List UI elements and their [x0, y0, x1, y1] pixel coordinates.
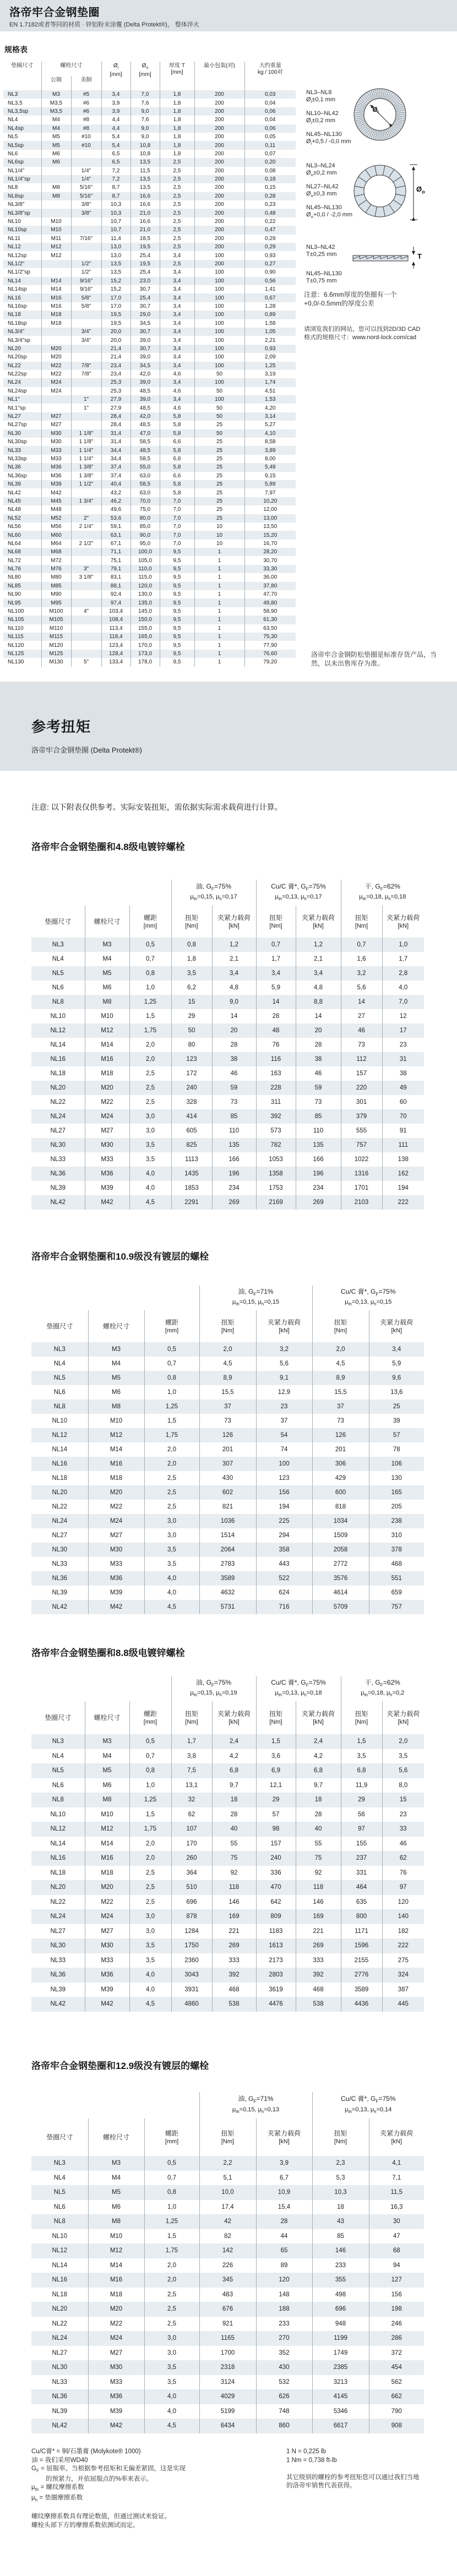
footnote-line: 螺栓头部下方的摩擦系数依测试而定。 — [31, 2521, 139, 2529]
torque-row: NL16 M16 2,0 123 38 116 38 112 31 — [31, 1052, 424, 1066]
torque-row: NL33 M33 3,5 2783 443 2772 468 — [31, 1557, 424, 1571]
condition-header: Cu/C 膏*, $G_F=75\%$ $\mu_{th}=0,13$, $\mu_h=0,17$ — [256, 880, 341, 906]
torque-row: NL42 M42 4,5 2291 269 2169 269 2103 222 — [31, 1195, 424, 1210]
col-imperial: 美制 — [71, 76, 101, 90]
spec-row: NL24 M24 25,3 39,0 3,4 100 1,74 — [3, 378, 296, 386]
torque-row: NL4 M4 0,7 3,8 4,2 3,6 4,2 3,5 3,5 — [31, 1749, 424, 1764]
spec-row: NL1/4" 1/4" 7,2 11,5 2,5 200 0,08 — [3, 167, 296, 175]
condition-header: 干, $G_F=62\%$ $\mu_{th}=0,18$, $\mu_h=0,18$ — [341, 880, 424, 906]
torque-row: NL10 M10 1,5 29 14 28 14 27 12 — [31, 1009, 424, 1023]
page-subtitle: EN 1.7182或者等同的材质 · 锌铝粉末涂覆 (Delta Protekt®)， 整体淬火 — [9, 21, 199, 28]
spec-row: NL120 M120 123,4 170,0 9,5 1 77,90 — [3, 641, 296, 649]
torque-row: NL3 M3 0,5 2,2 3,9 2,3 4,1 — [31, 2156, 424, 2171]
spec-row: NL100 M100 4" 103,4 145,0 9,5 1 58,90 — [3, 607, 296, 616]
spec-row: NL1/4"sp 1/4" 7,2 13,5 2,5 200 0,18 — [3, 175, 296, 183]
torque-row: NL20 M20 2,5 602 156 600 165 — [31, 1485, 424, 1500]
torque-row: NL20 M20 2,5 240 59 228 59 220 49 — [31, 1081, 424, 1095]
torque-row: NL39 M39 4,0 4632 624 4614 659 — [31, 1586, 424, 1600]
spec-row: NL4 M4 #8 4,4 7,6 1,8 200 0,04 — [3, 116, 296, 124]
spec-row: NL80 M80 3 1/8" 83,1 115,0 9,5 1 36,00 — [3, 573, 296, 581]
torque-row: NL6 M6 1,0 17,4 15,4 18 16,3 — [31, 2200, 424, 2215]
spec-row: NL1/2" 1/2" 13,5 19,5 2,5 200 0,27 — [3, 260, 296, 268]
spec-row: NL3,5sp M3,5 #6 3,9 9,0 1,8 200 0,06 — [3, 107, 296, 116]
spec-row: NL16sp M16 5/8" 17,0 30,7 3,4 100 1,28 — [3, 302, 296, 311]
spec-row: NL14sp M14 9/16" 15,2 30,7 3,4 100 1,41 — [3, 285, 296, 293]
col-thickness: 厚度 T [mm] — [160, 62, 194, 90]
torque-row: NL30 M30 3,5 1750 269 1613 269 1596 222 — [31, 1938, 424, 1953]
torque-row: NL20 M20 2,5 676 188 696 198 — [31, 2302, 424, 2317]
footnotes-left — [31, 2448, 263, 2530]
washer-top-view-serrated — [352, 87, 407, 142]
spec-row: NL64 M64 2 1/2" 67,1 95,0 7,0 10 16,70 — [3, 540, 296, 548]
torque-row: NL24 M24 3,0 414 85 392 85 379 70 — [31, 1109, 424, 1124]
spec-row: NL36 M36 1 3/8" 37,4 55,0 5,8 25 5,49 — [3, 463, 296, 471]
condition-header: 油, $G_F=71\%$ $\mu_{th}=0,15$, $\mu_h=0,13$ — [199, 2092, 312, 2118]
outer-diameter-tolerances — [306, 162, 352, 226]
torque-row: NL24 M24 3,0 1165 270 1199 286 — [31, 2331, 424, 2346]
spec-row: NL18 M18 19,5 29,0 3,4 100 0,89 — [3, 311, 296, 319]
col-metric: 公制 — [41, 76, 71, 90]
footnote-line: 1 Nm = 0,738 ft-lb — [286, 2457, 337, 2464]
torque-row: NL24 M24 3,0 1036 225 1034 238 — [31, 1514, 424, 1528]
spec-row: NL27 M27 28,4 42,0 5,8 50 3,14 — [3, 412, 296, 421]
spec-row: NL22sp M22 7/8" 23,4 42,0 4,6 50 3,19 — [3, 370, 296, 378]
torque-row: NL3 M3 0,5 1,7 2,4 1,5 2,4 1,5 2,0 — [31, 1734, 424, 1749]
torque-row: NL18 M18 2,5 172 46 163 46 157 38 — [31, 1066, 424, 1081]
torque-row: NL22 M22 2,5 821 194 818 205 — [31, 1500, 424, 1514]
torque-row: NL33 M33 3,5 1113 166 1053 166 1022 138 — [31, 1152, 424, 1167]
spec-row: NL115 M115 118,4 165,0 9,5 1 75,30 — [3, 633, 296, 641]
col-weight: 大约重量 kg / 100对 — [244, 62, 296, 90]
footnote-line: Cu/C膏* = 铜/石墨膏 (Molykote® 1000) — [31, 2448, 141, 2455]
torque-row: NL14 M14 2,0 170 55 157 55 155 46 — [31, 1837, 424, 1851]
torque-table-1-title: 洛帝牢合金钢垫圈和4.8级电镀锌螺栓 — [31, 842, 185, 852]
inner-diameter-label: $Ø_i$ — [372, 106, 379, 115]
torque-row: NL12 M12 1,75 142 65 146 68 — [31, 2243, 424, 2258]
spec-row: NL68 M68 71,1 100,0 9,5 1 28,20 — [3, 548, 296, 556]
footnotes-right — [286, 2448, 446, 2491]
torque-section-subtitle: 洛帝牢合金钢垫圈 (Delta Protekt®) — [31, 746, 142, 754]
footnote-line: 的洛帝牢销售代表获得。 — [286, 2482, 356, 2489]
col-bolt-size: 螺栓尺寸 — [41, 62, 101, 76]
washer-top-view-cams — [352, 164, 407, 219]
torque-row: NL24 M24 3,0 878 169 809 169 800 140 — [31, 1909, 424, 1924]
page-title: 洛帝牢合金钢垫圈 — [9, 7, 100, 19]
torque-row: NL16 M16 2,0 260 75 240 75 237 62 — [31, 1851, 424, 1866]
torque-row: NL39 M39 4,0 3931 468 3619 468 3589 387 — [31, 1983, 424, 1997]
col-outer-diameter: $Ø_o$ [mm] — [130, 62, 160, 90]
torque-row: NL6 M6 1,0 6,2 4,8 5,9 4,8 5,6 4,0 — [31, 981, 424, 995]
torque-row: NL36 M36 4,0 3043 392 2803 392 2776 324 — [31, 1968, 424, 1983]
torque-row: NL4 M4 0,7 5,1 6,7 5,3 7,1 — [31, 2171, 424, 2186]
spec-row: NL90 M90 92,4 130,0 9,5 1 47,70 — [3, 590, 296, 598]
spec-row: NL130 M130 5" 133,4 178,0 9,5 1 79,20 — [3, 658, 296, 666]
torque-row: NL36 M36 4,0 4029 626 4145 662 — [31, 2389, 424, 2404]
spec-row: NL125 M125 128,4 173,0 9,5 1 76,60 — [3, 650, 296, 658]
thickness-tolerances — [306, 244, 342, 297]
spec-table — [3, 62, 296, 667]
spec-row: NL24sp M24 25,3 48,5 4,6 50 4,51 — [3, 387, 296, 395]
spec-row: NL3/4"sp 3/4" 20,0 39,0 3,4 100 2,21 — [3, 336, 296, 344]
torque-table-2: 油, $G_F=71\%$ $\mu_{th}=0,15$, $\mu_h=0,15$ Cu/C 膏*, $G_F=75\%$ $\mu_{th}=0,13$, $\mu_h=0,15$ 垫圈尺寸 螺栓尺寸 螺距 [mm] 扭矩 [Nm] 夹紧力载荷 [kN] 扭矩 [Nm] 夹紧力载荷 [kN] NL3 M3 0,5 2,0 3,2 2,0 3,4 NL4 M4 0,7 4,5 5,6 4,5 5,9 NL5 M5 0,8 8,9 9,1 8,9 9,6 NL6 M6 1,0 15,5 12,9 15,5 13,6 NL8 M8 1,25 37 23 37 25 NL10 M10 1,5 73 37 73 39 NL12 M12 1,75 126 54 126 57 NL14 M14 2,0 201 74 201 78 NL16 M16 2,0 307 100 306 106 NL18 M18 2,5 430 123 429 130 NL20 M20 2,5 602 156 600 165 NL22 M22 2,5 821 194 818 205 NL24 M24 3,0 1036 225 1034 238 NL27 M27 3,0 1514 294 1509 310 NL30 M30 3,5 2064 358 2058 378 NL33 M33 3,5 2783 443 2772 468 NL36 M36 4,0 3589 522 3576 551 NL39 M39 4,0 4632 624 4614 659 NL42 M42 4,5 5731 716 5709 757 — [31, 1286, 424, 1614]
spec-row: NL14 M14 9/16" 15,2 23,0 3,4 100 0,56 — [3, 277, 296, 285]
torque-row: NL8 M8 1,25 42 28 43 30 — [31, 2214, 424, 2229]
inner-diameter-tolerances — [306, 89, 351, 153]
torque-row: NL18 M18 2,5 364 92 336 92 331 76 — [31, 1866, 424, 1881]
footnote-line: 其它级别的螺栓的参考扭矩您可以通过我们当地 — [286, 2474, 420, 2481]
torque-row: NL42 M42 4,5 4860 538 4476 538 4436 445 — [31, 1997, 424, 2012]
condition-header: 油, $G_F=71\%$ $\mu_{th}=0,15$, $\mu_h=0,15$ — [199, 1286, 312, 1310]
torque-row: NL12 M12 1,75 126 54 126 57 — [31, 1428, 424, 1442]
torque-row: NL27 M27 3,0 605 110 573 110 555 91 — [31, 1124, 424, 1138]
footnote-line — [286, 2465, 446, 2474]
thickness-note: 注意：6.6mm厚度的垫圈有一个 +0,0/-0.5mm的厚度公差 — [304, 291, 397, 307]
spec-row: NL1/2"sp 1/2" 13,5 25,4 3,4 100 0,90 — [3, 268, 296, 276]
outer-diameter-label: $Ø_o$ — [416, 185, 425, 195]
torque-row: NL18 M18 2,5 430 123 429 130 — [31, 1471, 424, 1485]
condition-header: Cu/C 膏*, $G_F=75\%$ $\mu_{th}=0,13$, $\mu_h=0,18$ — [256, 1676, 341, 1701]
spec-row: NL27sp M27 28,4 48,5 5,8 25 5,27 — [3, 421, 296, 429]
spec-row: NL45 M45 1 3/4" 46,2 70,0 7,0 25 10,20 — [3, 497, 296, 505]
spec-row: NL20 M20 21,4 30,7 3,4 100 0,93 — [3, 345, 296, 353]
torque-row: NL8 M8 1,25 15 9,0 14 8,8 14 7,0 — [31, 995, 424, 1009]
footnote-line: $\mu_h$ = 垫圈摩擦系数 — [31, 2495, 83, 2503]
torque-row: NL20 M20 2,5 510 118 470 118 464 97 — [31, 1880, 424, 1895]
spec-row: NL72 M72 75,1 105,0 9,5 1 30,70 — [3, 556, 296, 564]
condition-header: 油, $G_F=75\%$ $\mu_{th}=0,15$, $\mu_h=0,19$ — [171, 1676, 256, 1701]
condition-header: 油, $G_F=75\%$ $\mu_{th}=0,15$, $\mu_h=0,17$ — [171, 880, 256, 906]
tolerance-item: NL3–NL8 $Ø_i\pm 0,1$ mm — [306, 89, 335, 105]
condition-header: Cu/C 膏*, $G_F=75\%$ $\mu_{th}=0,13$, $\mu_h=0,14$ — [312, 2092, 424, 2118]
torque-row: NL12 M12 1,75 107 40 98 40 97 33 — [31, 1822, 424, 1837]
torque-table-3-title: 洛帝牢合金钢垫圈和8.8级电镀锌螺栓 — [31, 1648, 185, 1658]
torque-row: NL36 M36 4,0 1435 196 1358 196 1316 162 — [31, 1167, 424, 1181]
torque-row: NL33 M33 3,5 2360 333 2173 333 2155 275 — [31, 1953, 424, 1968]
footnote-line: 油 = 我们采用WD40 — [31, 2457, 88, 2464]
spec-row: NL48 M48 49,6 75,0 7,0 25 12,00 — [3, 505, 296, 514]
footnote-line — [31, 2504, 263, 2513]
spec-row: NL36sp M36 1 3/8" 37,4 63,0 6,6 25 9,15 — [3, 472, 296, 480]
torque-row: NL14 M14 2,0 80 28 76 28 73 23 — [31, 1038, 424, 1052]
thickness-label: T — [417, 252, 422, 260]
torque-row: NL18 M18 2,5 483 148 498 156 — [31, 2288, 424, 2302]
torque-row: NL10 M10 1,5 82 44 85 47 — [31, 2229, 424, 2244]
torque-row: NL22 M22 2,5 328 73 311 73 301 60 — [31, 1095, 424, 1109]
spec-row: NL95 M95 97,4 135,0 9,5 1 49,80 — [3, 598, 296, 607]
tolerance-item: NL45–NL130 $Ø_i+0,5 / -0,0$ mm — [306, 131, 351, 146]
spec-row: NL52 M52 2" 53,6 80,0 7,0 25 13,00 — [3, 514, 296, 522]
spec-row: NL4sp M4 #8 4,4 9,0 1,8 200 0,06 — [3, 124, 296, 133]
spec-row: NL12sp M12 13,0 25,4 3,4 100 0,93 — [3, 251, 296, 259]
footnote-line: 的预紧力，并依屈服点的%率来表示。 — [46, 2475, 153, 2482]
tolerance-item: NL3–NL42 T±0,25 mm — [306, 244, 337, 258]
torque-row: NL3 M3 0,5 2,0 3,2 2,0 3,4 — [31, 1342, 424, 1357]
spec-row: NL110 M110 113,4 155,0 9,5 1 63,50 — [3, 624, 296, 633]
spec-row: NL5sp M5 #10 5,4 10,8 1,8 200 0,11 — [3, 141, 296, 149]
torque-note: 注意: 以下附表仅供参考。实际安装扭矩，需依据实际需求载荷进行计算。 — [31, 803, 282, 812]
cad-note: 请浏览我们的网站，您可以找到2D/3D CAD 格式的规格尺寸：www.nord-lock.com/cad — [304, 326, 421, 341]
torque-row: NL10 M10 1,5 73 37 73 39 — [31, 1414, 424, 1428]
spec-row: NL3/8" 3/8" 10,3 16,6 2,5 200 0,23 — [3, 200, 296, 209]
spec-row: NL10 M10 10,7 16,6 2,5 200 0,22 — [3, 217, 296, 226]
spec-row: NL10sp M10 10,7 21,0 2,5 200 0,47 — [3, 226, 296, 234]
spec-row: NL85 M85 88,1 120,0 9,5 1 37,80 — [3, 582, 296, 590]
spec-row: NL33sp M33 1 1/4" 34,4 58,5 6,6 25 8,00 — [3, 455, 296, 463]
tolerance-item: NL45–NL130 $Ø_o+0,0 / -2,0$ mm — [306, 204, 353, 220]
condition-header: Cu/C 膏*, $G_F=75\%$ $\mu_{th}=0,13$, $\mu_h=0,15$ — [312, 1286, 424, 1310]
tolerance-item: NL27–NL42 $Ø_o\pm 0,3$ mm — [306, 183, 339, 199]
torque-row: NL27 M27 3,0 1700 352 1749 372 — [31, 2346, 424, 2361]
torque-table-3: 油, $G_F=75\%$ $\mu_{th}=0,15$, $\mu_h=0,19$ Cu/C 膏*, $G_F=75\%$ $\mu_{th}=0,13$, $\mu_h=0,18$ 干, $G_F=62\%$ $\mu_{th}=0,18$, $\mu_h=0,2$ 垫圈尺寸 螺栓尺寸 螺距 [mm] 扭矩 [Nm] 夹紧力载荷 [kN] 扭矩 [Nm] 夹紧力载荷 [kN] 扭矩 [Nm] 夹紧力载荷 [kN] NL3 M3 0,5 1,7 2,4 1,5 2,4 1,5 2,0 NL4 M4 0,7 3,8 4,2 3,6 4,2 3,5 3,5 NL5 M5 0,8 7,5 6,8 6,9 6,8 6,8 5,6 NL6 M6 1,0 13,1 9,7 12,1 9,7 11,9 8,0 NL8 M8 1,25 32 18 29 18 29 15 NL10 M10 1,5 62 28 57 28 56 23 NL12 M12 1,75 107 40 98 40 97 33 NL14 M14 2,0 170 55 157 55 155 46 NL16 M16 2,0 260 75 240 75 237 62 NL18 M18 2,5 364 92 336 92 331 76 NL20 M20 2,5 510 118 470 118 464 97 NL22 M22 2,5 696 146 642 146 635 120 NL24 M24 3,0 878 169 809 169 800 140 NL27 M27 3,0 1284 221 1183 221 1171 182 NL30 M30 3,5 1750 269 1613 269 1596 222 NL33 M33 3,5 2360 333 2173 333 2155 275 NL36 M36 4,0 3043 392 2803 392 2776 324 NL39 M39 4,0 3931 468 3619 468 3589 387 NL42 M42 4,5 4860 538 4476 538 4436 445 — [31, 1676, 424, 2012]
torque-row: NL39 M39 4,0 5199 748 5346 790 — [31, 2404, 424, 2419]
torque-row: NL4 M4 0,7 4,5 5,6 4,5 5,9 — [31, 1357, 424, 1371]
torque-row: NL14 M14 2,0 201 74 201 78 — [31, 1442, 424, 1457]
torque-row: NL8 M8 1,25 32 18 29 18 29 15 — [31, 1793, 424, 1807]
torque-row: NL10 M10 1,5 62 28 57 28 56 23 — [31, 1807, 424, 1822]
torque-row: NL5 M5 0,8 10,0 10,9 10,3 11,5 — [31, 2185, 424, 2200]
torque-row: NL30 M30 3,5 2318 430 2385 454 — [31, 2360, 424, 2375]
spec-row: NL3 M3 #5 3,4 7,0 1,8 200 0,03 — [3, 90, 296, 99]
torque-row: NL30 M30 3,5 825 135 782 135 757 111 — [31, 1138, 424, 1152]
spec-row: NL1" 1" 27,9 39,0 3,4 100 1,53 — [3, 395, 296, 404]
torque-table-4: 油, $G_F=71\%$ $\mu_{th}=0,15$, $\mu_h=0,13$ Cu/C 膏*, $G_F=75\%$ $\mu_{th}=0,13$, $\mu_h=0,14$ 垫圈尺寸 螺栓尺寸 螺距 [mm] 扭矩 [Nm] 夹紧力载荷 [kN] 扭矩 [Nm] 夹紧力载荷 [kN] NL3 M3 0,5 2,2 3,9 2,3 4,1 NL4 M4 0,7 5,1 6,7 5,3 7,1 NL5 M5 0,8 10,0 10,9 10,3 11,5 NL6 M6 1,0 17,4 15,4 18 16,3 NL8 M8 1,25 42 28 43 30 NL10 M10 1,5 82 44 85 47 NL12 M12 1,75 142 65 146 68 NL14 M14 2,0 226 89 233 94 NL16 M16 2,0 345 120 355 127 NL18 M18 2,5 483 148 498 156 NL20 M20 2,5 676 188 696 198 NL22 M22 2,5 921 233 948 246 NL24 M24 3,0 1165 270 1199 286 NL27 M27 3,0 1700 352 1749 372 NL30 M30 3,5 2318 430 2385 454 NL33 M33 3,5 3124 532 3213 562 NL36 M36 4,0 4029 626 4145 662 NL39 M39 4,0 5199 748 5346 790 NL42 M42 4,5 6434 860 6617 908 — [31, 2092, 424, 2433]
spec-row: NL20sp M20 21,4 39,0 3,4 100 2,09 — [3, 353, 296, 361]
spec-row: NL12 M12 13,0 19,5 2,5 200 0,29 — [3, 243, 296, 251]
washer-side-profile — [352, 251, 410, 265]
spec-row: NL60 M60 63,1 90,0 7,0 10 15,20 — [3, 531, 296, 539]
condition-header: 干, $G_F=62\%$ $\mu_{th}=0,18$, $\mu_h=0,2$ — [341, 1676, 424, 1701]
torque-row: NL3 M3 0,5 0,8 1,2 0,7 1,2 0,7 1,0 — [31, 938, 424, 952]
tolerance-item: NL3–NL24 $Ø_o\pm 0,2$ mm — [306, 162, 337, 178]
spec-row: NL8sp M8 5/16" 8,7 16,6 2,5 200 0,28 — [3, 192, 296, 200]
spec-row: NL33 M33 1 1/4" 34,4 48,5 5,8 25 3,89 — [3, 446, 296, 454]
torque-row: NL6 M6 1,0 13,1 9,7 12,1 9,7 11,9 8,0 — [31, 1778, 424, 1793]
torque-row: NL39 M39 4,0 1853 234 1753 234 1701 194 — [31, 1181, 424, 1195]
torque-table-2-title: 洛帝牢合金钢垫圈和10.9级没有镀层的螺栓 — [31, 1251, 209, 1262]
spec-row: NL30 M30 1 1/8" 31,4 47,0 5,8 50 4,10 — [3, 429, 296, 438]
spec-row: NL6sp M6 6,5 13,5 2,5 200 0,20 — [3, 158, 296, 166]
spec-row: NL105 M105 108,4 150,0 9,5 1 61,30 — [3, 616, 296, 624]
torque-row: NL8 M8 1,25 37 23 37 25 — [31, 1399, 424, 1414]
spec-heading: 规格表 — [4, 45, 28, 54]
footnote-line: $\mu_{th}$ = 螺纹摩擦系数 — [31, 2484, 84, 2492]
col-washer-size: 垫圈尺寸 — [11, 63, 34, 69]
torque-row: NL42 M42 4,5 5731 716 5709 757 — [31, 1600, 424, 1614]
spec-row: NL6 M6 6,5 10,8 1,8 200 0,07 — [3, 150, 296, 158]
col-inner-diameter: $Ø_i$ [mm] — [101, 62, 130, 90]
tolerance-item: NL45–NL130 T±0,75 mm — [306, 270, 342, 284]
spec-row: NL56 M56 2 1/4" 59,1 85,0 7,0 10 13,50 — [3, 522, 296, 531]
torque-row: NL5 M5 0,8 3,5 3,4 3,4 3,4 3,2 2,8 — [31, 966, 424, 981]
spec-row: NL3/4" 3/4" 20,0 30,7 3,4 100 1,05 — [3, 328, 296, 336]
torque-row: NL33 M33 3,5 3124 532 3213 562 — [31, 2375, 424, 2390]
footnote-line: 1 N = 0,225 lb — [286, 2448, 326, 2455]
torque-row: NL27 M27 3,0 1514 294 1509 310 — [31, 1528, 424, 1543]
spec-row: NL1"sp 1" 27,9 48,5 4,6 50 4,20 — [3, 404, 296, 412]
torque-table-4-title: 洛帝牢合金钢垫圈和12.9级没有镀层的螺栓 — [31, 2061, 209, 2071]
spec-row: NL39 M39 1 1/2" 40,4 58,5 5,8 25 5,89 — [3, 480, 296, 488]
torque-row: NL14 M14 2,0 226 89 233 94 — [31, 2258, 424, 2273]
torque-row: NL5 M5 0,8 8,9 9,1 8,9 9,6 — [31, 1371, 424, 1385]
torque-row: NL22 M22 2,5 921 233 948 246 — [31, 2317, 424, 2332]
torque-row: NL5 M5 0,8 7,5 6,8 6,9 6,8 6,8 5,6 — [31, 1763, 424, 1778]
footnote-line: $G_F$ = 屈服率。当根据参考扭矩和无偏差紧固，这是实现 — [31, 2465, 186, 2474]
spec-row: NL3/8"sp 3/8" 10,3 21,0 2,5 200 0,48 — [3, 209, 296, 217]
torque-table-1: 油, $G_F=75\%$ $\mu_{th}=0,15$, $\mu_h=0,17$ Cu/C 膏*, $G_F=75\%$ $\mu_{th}=0,13$, $\mu_h=0,17$ 干, $G_F=62\%$ $\mu_{th}=0,18$, $\mu_h=0,18$ 垫圈尺寸 螺栓尺寸 螺距 [mm] 扭矩 [Nm] 夹紧力载荷 [kN] 扭矩 [Nm] 夹紧力载荷 [kN] 扭矩 [Nm] 夹紧力载荷 [kN] NL3 M3 0,5 0,8 1,2 0,7 1,2 0,7 1,0 NL4 M4 0,7 1,8 2,1 1,7 2,1 1,6 1,7 NL5 M5 0,8 3,5 3,4 3,4 3,4 3,2 2,8 NL6 M6 1,0 6,2 4,8 5,9 4,8 5,6 4,0 NL8 M8 1,25 15 9,0 14 8,8 14 7,0 NL10 M10 1,5 29 14 28 14 27 12 NL12 M12 1,75 50 20 48 20 46 17 NL14 M14 2,0 80 28 76 28 73 23 NL16 M16 2,0 123 38 116 38 112 31 NL18 M18 2,5 172 46 163 46 157 38 NL20 M20 2,5 240 59 228 59 220 49 NL22 M22 2,5 328 73 311 73 301 60 NL24 M24 3,0 414 85 392 85 379 70 NL27 M27 3,0 605 110 573 110 555 91 NL30 M30 3,5 825 135 782 135 757 111 NL33 M33 3,5 1113 166 1053 166 1022 138 NL36 M36 4,0 1435 196 1358 196 1316 162 NL39 M39 4,0 1853 234 1753 234 1701 194 NL42 M42 4,5 2291 269 2169 269 2103 222 — [31, 880, 424, 1210]
stock-note: 洛帝牢合金钢防松垫圈是标准存货产品，当 然，以未出售库存为准。 — [311, 651, 437, 667]
torque-row: NL12 M12 1,75 50 20 48 20 46 17 — [31, 1023, 424, 1038]
spec-row: NL42 M42 43,2 63,0 5,8 25 7,97 — [3, 488, 296, 497]
torque-row: NL6 M6 1,0 15,5 12,9 15,5 13,6 — [31, 1385, 424, 1399]
torque-row: NL16 M16 2,0 345 120 355 127 — [31, 2273, 424, 2288]
torque-row: NL36 M36 4,0 3589 522 3576 551 — [31, 1571, 424, 1586]
torque-row: NL42 M42 4,5 6434 860 6617 908 — [31, 2419, 424, 2433]
spec-row: NL30sp M30 1 1/8" 31,4 58,5 6,6 25 8,58 — [3, 438, 296, 446]
torque-section-title: 参考扭矩 — [31, 718, 91, 735]
torque-row: NL27 M27 3,0 1284 221 1183 221 1171 182 — [31, 1924, 424, 1939]
spec-row: NL18sp M18 19,5 34,5 3,4 100 1,58 — [3, 319, 296, 328]
spec-row: NL5 M5 #10 5,4 9,0 1,8 200 0,05 — [3, 133, 296, 141]
footnote-line: 螺纹摩擦系数具有理论数值，但通过测试来验证。 — [31, 2513, 171, 2520]
torque-row: NL4 M4 0,7 1,8 2,1 1,7 2,1 1,6 1,7 — [31, 952, 424, 966]
torque-row: NL22 M22 2,5 696 146 642 146 635 120 — [31, 1895, 424, 1910]
spec-row: NL22 M22 7/8" 23,4 34,5 3,4 100 1,25 — [3, 362, 296, 370]
spec-row: NL8 M8 5/16" 8,7 13,5 2,5 200 0,15 — [3, 183, 296, 192]
spec-row: NL11 M11 7/16" 11,4 18,5 2,5 200 0,29 — [3, 235, 296, 243]
torque-row: NL30 M30 3,5 2064 358 2058 378 — [31, 1543, 424, 1557]
torque-row: NL16 M16 2,0 307 100 306 106 — [31, 1457, 424, 1471]
spec-row: NL76 M76 3" 79,1 110,0 9,5 1 33,30 — [3, 565, 296, 573]
tolerance-item: NL10–NL42 $Ø_i\pm 0,2$ mm — [306, 110, 339, 126]
spec-row: NL16 M16 5/8" 17,0 25,4 3,4 100 0,67 — [3, 293, 296, 302]
spec-row: NL3,5 M3,5 #6 3,9 7,6 1,8 200 0,04 — [3, 99, 296, 107]
col-min-pack: 最小包装(对) — [194, 62, 244, 90]
